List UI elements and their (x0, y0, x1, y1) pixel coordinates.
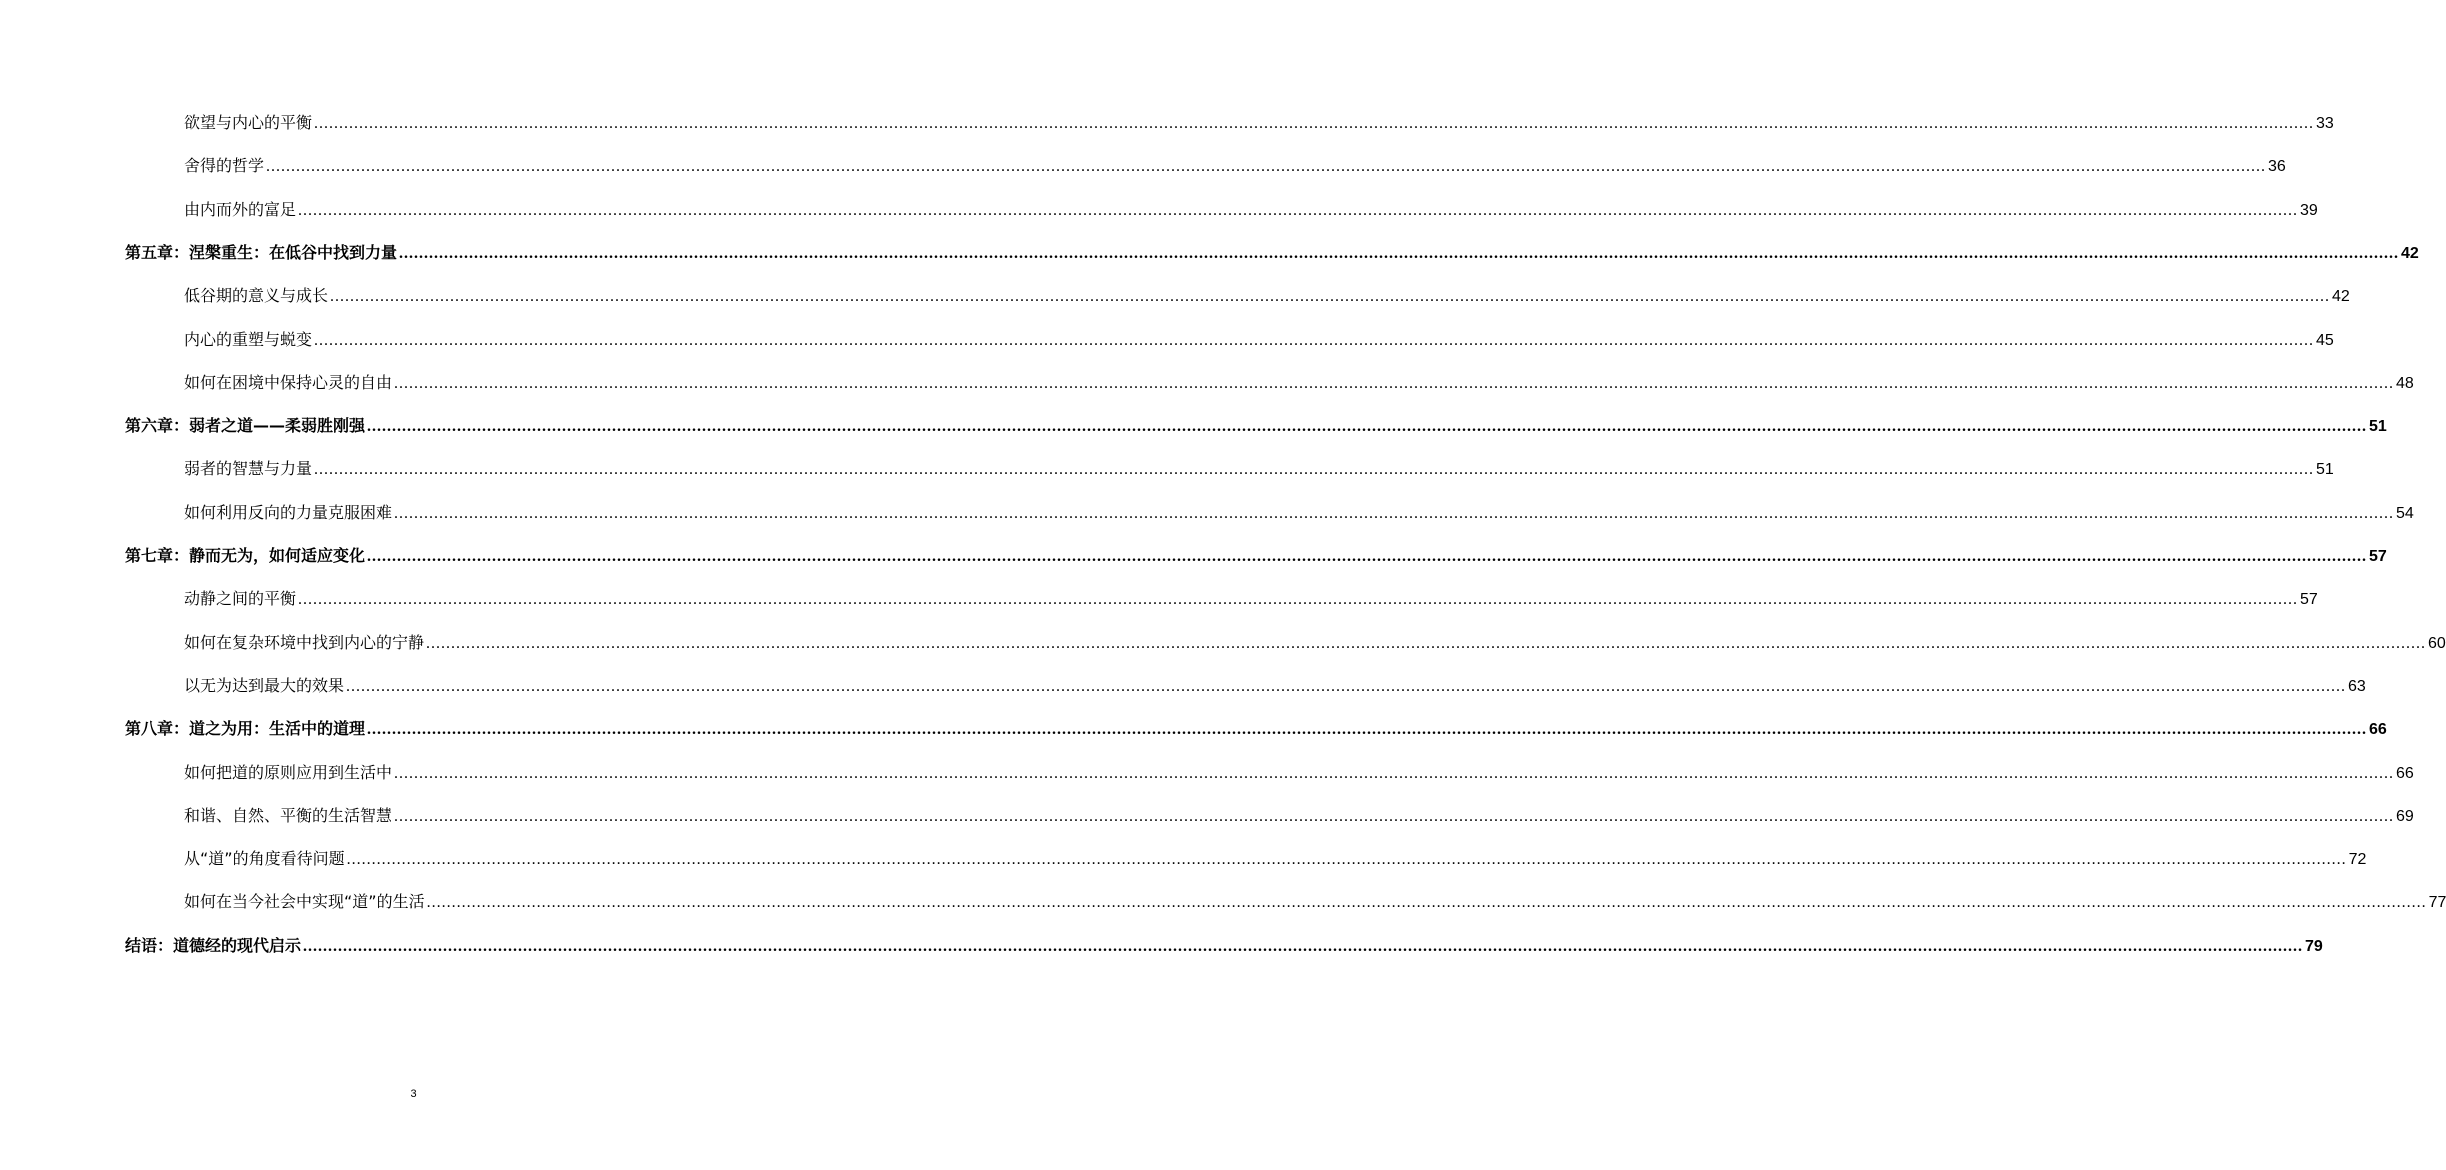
toc-entry-title: 如何在困境中保持心灵的自由 (184, 372, 393, 392)
toc-entry-page: 48 (2396, 374, 2414, 392)
dot-leader: ................................................................................................................................................................................................................................................................................................................................................................................................................ (314, 331, 2315, 349)
dot-leader: ................................................................................................................................................................................................................................................................................................................................................................................................................ (367, 418, 2368, 436)
toc-section-entry[interactable] (184, 805, 2414, 828)
toc-entry-page: 51 (2316, 461, 2334, 479)
toc-entry-page: 54 (2396, 504, 2414, 522)
toc-entry-title: 由内而外的富足 (184, 199, 297, 219)
toc-chapter-entry[interactable] (125, 935, 2323, 958)
toc-entry-title: 从“道”的角度看待问题 (184, 849, 345, 869)
toc-entry-page: 57 (2300, 591, 2318, 609)
toc-entry-page: 60 (2428, 634, 2446, 652)
toc-entry-page: 77 (2428, 894, 2446, 912)
toc-entry-title: 以无为达到最大的效果 (184, 675, 345, 695)
dot-leader: ................................................................................................................................................................................................................................................................................................................................................................................................................ (330, 288, 2331, 306)
toc-entry-page: 42 (2332, 288, 2350, 306)
dot-leader: ................................................................................................................................................................................................................................................................................................................................................................................................................ (314, 115, 2315, 132)
toc-entry-title: 动静之间的平衡 (184, 589, 297, 609)
toc-entry-page: 79 (2305, 937, 2323, 955)
page-number: 3 (410, 1088, 417, 1100)
dot-leader: ................................................................................................................................................................................................................................................................................................................................................................................................................ (399, 244, 2400, 262)
dot-leader: ................................................................................................................................................................................................................................................................................................................................................................................................................ (346, 851, 2347, 869)
toc-entry-title: 第七章：静而无为，如何适应变化 (125, 546, 366, 565)
dot-leader: ................................................................................................................................................................................................................................................................................................................................................................................................................ (394, 764, 2395, 782)
toc-entry-page: 33 (2316, 115, 2334, 132)
toc-chapter-entry[interactable] (125, 545, 2387, 568)
toc-section-entry[interactable] (184, 372, 2414, 395)
toc-chapter-entry[interactable] (125, 415, 2387, 438)
dot-leader: ................................................................................................................................................................................................................................................................................................................................................................................................................ (346, 677, 2347, 695)
toc-entry-title: 欲望与内心的平衡 (184, 113, 313, 132)
toc-entry-title: 低谷期的意义与成长 (184, 286, 329, 306)
toc-entry-page: 51 (2369, 418, 2387, 436)
dot-leader: ................................................................................................................................................................................................................................................................................................................................................................................................................ (303, 937, 2304, 955)
toc-section-entry[interactable] (184, 891, 2446, 914)
toc-section-entry[interactable] (184, 675, 2366, 698)
dot-leader: ................................................................................................................................................................................................................................................................................................................................................................................................................ (394, 807, 2395, 825)
toc-chapter-entry[interactable] (125, 718, 2387, 741)
toc-entry-title: 结语：道德经的现代启示 (125, 935, 302, 955)
toc-entry-title: 如何利用反向的力量克服困难 (184, 502, 393, 522)
toc-entry-title: 舍得的哲学 (184, 156, 265, 176)
toc-section-entry[interactable] (184, 155, 2286, 178)
toc-section-entry[interactable] (184, 285, 2350, 308)
toc-entry-page: 63 (2348, 677, 2366, 695)
toc-entry-title: 第六章：弱者之道——柔弱胜刚强 (125, 416, 366, 436)
toc-entry-page: 36 (2268, 158, 2286, 176)
toc-section-entry[interactable] (184, 199, 2318, 222)
toc-entry-title: 内心的重塑与蜕变 (184, 329, 313, 349)
toc-entry-page: 69 (2396, 807, 2414, 825)
dot-leader: ................................................................................................................................................................................................................................................................................................................................................................................................................ (367, 548, 2368, 565)
dot-leader: ................................................................................................................................................................................................................................................................................................................................................................................................................ (394, 504, 2395, 522)
toc-section-entry[interactable] (184, 588, 2318, 611)
toc-section-entry[interactable] (184, 762, 2414, 785)
toc-entry-title: 第五章：涅槃重生：在低谷中找到力量 (125, 242, 398, 262)
toc-entry-page: 57 (2369, 548, 2387, 565)
toc-entry-title: 如何把道的原则应用到生活中 (184, 762, 393, 782)
toc-entry-page: 72 (2348, 851, 2367, 869)
dot-leader: ................................................................................................................................................................................................................................................................................................................................................................................................................ (394, 374, 2395, 392)
toc-chapter-entry[interactable] (125, 242, 2419, 265)
toc-entry-title: 第八章：道之为用：生活中的道理 (125, 719, 366, 739)
dot-leader: ................................................................................................................................................................................................................................................................................................................................................................................................................ (266, 158, 2267, 176)
toc-entry-page: 45 (2316, 331, 2334, 349)
toc-entry-title: 如何在复杂环境中找到内心的宁静 (184, 632, 425, 652)
toc-entry-page: 39 (2300, 201, 2318, 219)
dot-leader: ................................................................................................................................................................................................................................................................................................................................................................................................................ (298, 591, 2299, 609)
toc-entry-page: 66 (2396, 764, 2414, 782)
toc-section-entry[interactable] (184, 112, 2334, 135)
toc-entry-page: 42 (2401, 244, 2419, 262)
toc-section-entry[interactable] (184, 502, 2414, 525)
dot-leader: ................................................................................................................................................................................................................................................................................................................................................................................................................ (314, 461, 2315, 479)
dot-leader: ................................................................................................................................................................................................................................................................................................................................................................................................................ (426, 634, 2427, 652)
dot-leader: ................................................................................................................................................................................................................................................................................................................................................................................................................ (367, 721, 2368, 739)
toc-section-entry[interactable] (184, 458, 2334, 481)
toc-section-entry[interactable] (184, 329, 2334, 352)
toc-entry-title: 和谐、自然、平衡的生活智慧 (184, 805, 393, 825)
toc-entry-title: 如何在当今社会中实现“道”的生活 (184, 892, 425, 912)
dot-leader: ................................................................................................................................................................................................................................................................................................................................................................................................................ (298, 201, 2299, 219)
toc-entry-title: 弱者的智慧与力量 (184, 459, 313, 479)
toc-entry-page: 66 (2369, 721, 2387, 739)
toc-section-entry[interactable] (184, 632, 2446, 655)
dot-leader: ................................................................................................................................................................................................................................................................................................................................................................................................................ (426, 894, 2427, 912)
toc-section-entry[interactable] (184, 848, 2367, 871)
